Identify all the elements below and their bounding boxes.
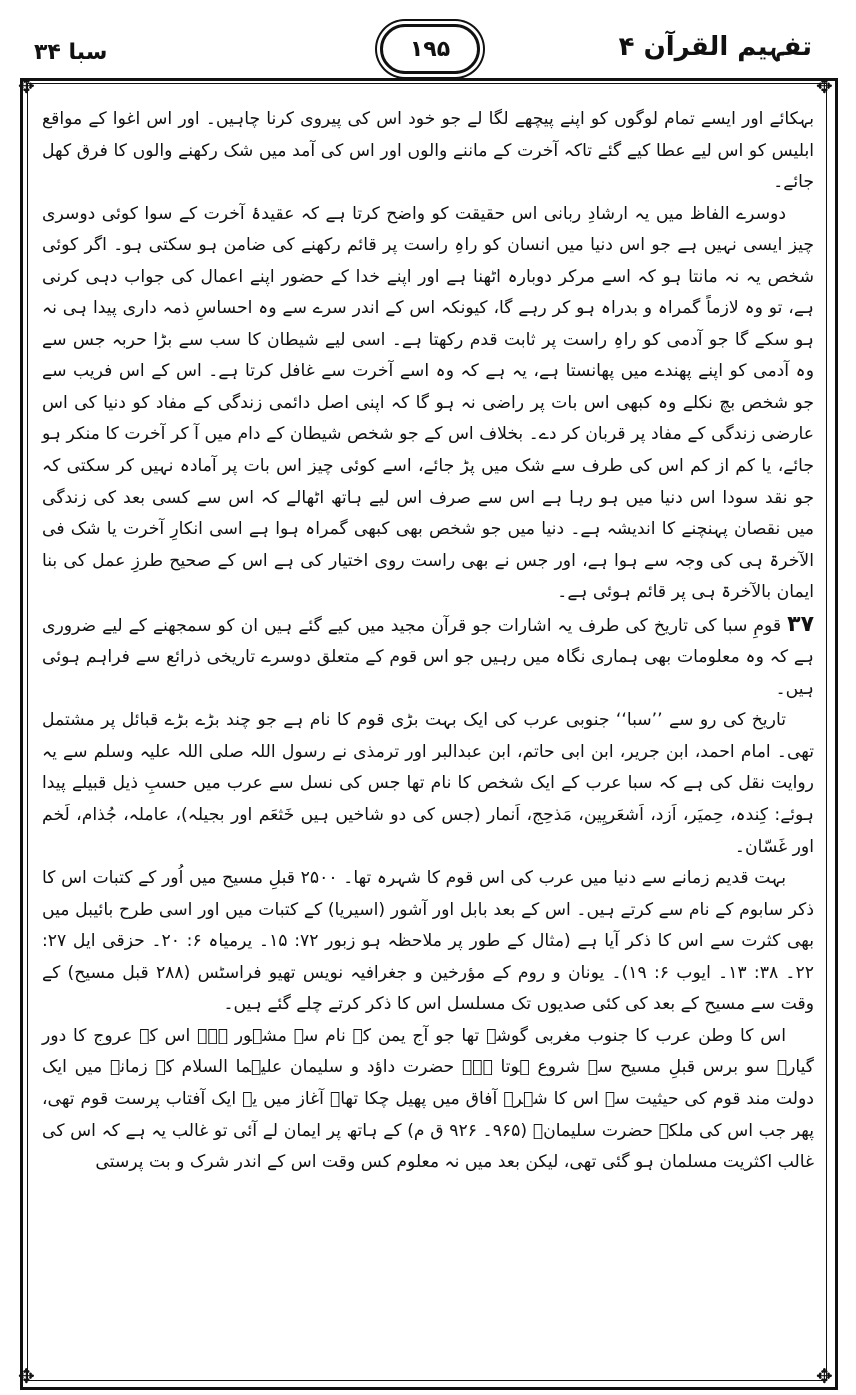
note-number: ۳۷ (787, 611, 814, 637)
book-title: تفہیم القرآن ۴ (618, 32, 812, 62)
paragraph: بہت قدیم زمانے سے دنیا میں عرب کی اس قوم کا شہرہ تھا۔ ۲۵۰۰ قبلِ مسیح میں اُور کے کتبات اس کا ذکر سابوم کے نام سے کرتے ہیں۔ اس کے بعد بابل اور آشور (اسیریا) کے کتبات میں اور اسی طرح بائیبل میں بھی کثرت سے اس کا ذکر آیا ہے (مثال کے طور پر ملاحظہ ہو زبور ۷۲: ۱۵۔ یرمیاہ ۶: ۲۰۔ حزقی ایل ۲۷: ۲۲۔ ۳۸: ۱۳۔ ایوب ۶: ۱۹)۔ یونان و روم کے مؤرخین و جغرافیہ نویس تھیو فراسٹس (۲۸۸ قبل مسیح) کے وقت سے مسیح کے بعد کی کئی صدیوں تک مسلسل اس کا ذکر کرتے چلے گئے ہیں۔ (42, 868, 814, 1015)
paragraph: بہکائے اور ایسے تمام لوگوں کو اپنے پیچھے لگا لے جو خود اس کی پیروی کرنا چاہیں۔ اور اس اغوا کے مواقع ابلیس کو اس لیے عطا کیے گئے تاکہ آخرت کے ماننے والوں اور اس کی آمد میں شک رکھنے والوں کا فرق کھل جائے۔ (42, 109, 814, 193)
paragraph: دوسرے الفاظ میں یہ ارشادِ ربانی اس حقیقت کو واضح کرتا ہے کہ عقیدۂ آخرت کے سوا کوئی دوسری چیز ایسی نہیں ہے جو اس دنیا میں انسان کو راہِ راست پر قائم رکھنے کی ضامن ہو سکتی ہو۔ اگر کوئی شخص یہ نہ مانتا ہو کہ اسے مرکر دوبارہ اٹھنا ہے اور اپنے خدا کے حضور اپنے اعمال کی جواب دہی کرنی ہے، تو وہ لازماً گمراہ و بدراہ ہو کر رہے گا، کیونکہ اس کے اندر سرے سے وہ احساسِ ذمہ داری پیدا ہی نہ ہو سکے گا جو آدمی کو راہِ راست پر ثابت قدم رکھتا ہے۔ اسی لیے شیطان کا سب سے بڑا حربہ جس سے وہ آدمی کو اپنے پھندے میں پھانستا ہے، یہ ہے کہ وہ اسے آخرت سے غافل کرتا ہے۔ اس کے اس فریب سے جو شخص بچ نکلے وہ کبھی اس بات پر راضی نہ ہو گا کہ اپنی اصل دائمی زندگی کے مفاد کو دنیا کی اس عارضی زندگی کے مفاد پر قربان کر دے۔ بخلاف اس کے جو شخص شیطان کے دام میں آ کر آخرت کا منکر ہو جائے، یا کم از کم اس کی طرف سے شک میں پڑ جائے، اسے کوئی چیز اس بات پر آمادہ نہیں کر سکتی کہ جو نقد سودا اس دنیا میں ہو رہا ہے اس سے صرف اس لیے ہاتھ اٹھالے کہ اس سے کسی بعد کی زندگی میں نقصان پہنچنے کا اندیشہ ہے۔ دنیا میں جو شخص بھی کبھی گمراہ ہوا ہے اسی انکارِ آخرت یا شک فی الآخرۃ ہی کی وجہ سے ہوا ہے، اور جس نے بھی راست روی اختیار کی ہے اس کے صحیح طرزِ عمل کی بنا ایمان بالآخرۃ ہی پر قائم ہوئی ہے۔ (42, 203, 814, 603)
corner-ornament-icon: ✥ (18, 74, 35, 98)
page-number: ۱۹۵ (409, 36, 451, 62)
corner-ornament-icon: ✥ (816, 74, 833, 98)
page-number-badge (380, 24, 480, 74)
main-text (42, 104, 814, 1376)
paragraph-text: قومِ سبا کی تاریخ کی طرف یہ اشارات جو قرآن مجید میں کیے گئے ہیں ان کو سمجھنے کے لیے ضروری ہے کہ وہ معلومات بھی ہماری نگاہ میں رہیں جو اس قوم کے متعلق دوسرے تاریخی ذرائع سے فراہم ہوئی ہیں۔ (42, 615, 814, 699)
corner-ornament-icon: ✥ (18, 1364, 35, 1388)
paragraph: تاریخ کی رو سے ’’سبا‘‘ جنوبی عرب کی ایک بہت بڑی قوم کا نام ہے جو چند بڑے بڑے قبائل پر مشتمل تھی۔ امام احمد، ابن جریر، ابن ابی حاتم، ابن عبدالبر اور ترمذی نے رسول اللہ صلی اللہ علیہ وسلم سے یہ روایت نقل کی ہے کہ سبا عرب کے ایک شخص کا نام تھا جس کی نسل سے عرب میں حسبِ ذیل قبیلے پیدا ہوئے: کِندہ، حِمیَر، اَزد، اَشعَریِین، مَذحِج، اَنمار (جس کی دو شاخیں ہیں خَثعَم اور بجیلہ)، عاملہ، جُذام، لَخم اور غَسّان۔ (42, 710, 814, 857)
corner-ornament-icon: ✥ (816, 1364, 833, 1388)
page-header (0, 18, 856, 80)
para-label: سبا ۳۴ (34, 40, 108, 65)
paragraph: اس کا وطن عرب کا جنوب مغربی گوشہ تھا جو آج یمن کے نام سے مشہور ہے۔ اس کے عروج کا دور گیارہ سو برس قبلِ مسیح سے شروع ہوتا ہے۔ حضرت داؤد و سلیمان علیہما السلام کے زمانے میں ایک دولت مند قوم کی حیثیت سے اس کا شہرہ آفاق میں پھیل چکا تھا۔ آغاز میں یہ ایک آفتاب پرست قوم تھی، پھر جب اس کی ملکہ حضرت سلیمانؑ (۹۶۵۔ ۹۲۶ ق م) کے ہاتھ پر ایمان لے آئی تو غالب یہ ہے کہ اس کی غالب اکثریت مسلمان ہو گئی تھی، لیکن بعد میں نہ معلوم کس وقت اس کے اندر شرک و بت پرستی (42, 1025, 815, 1173)
footnote-paragraph (42, 609, 814, 706)
